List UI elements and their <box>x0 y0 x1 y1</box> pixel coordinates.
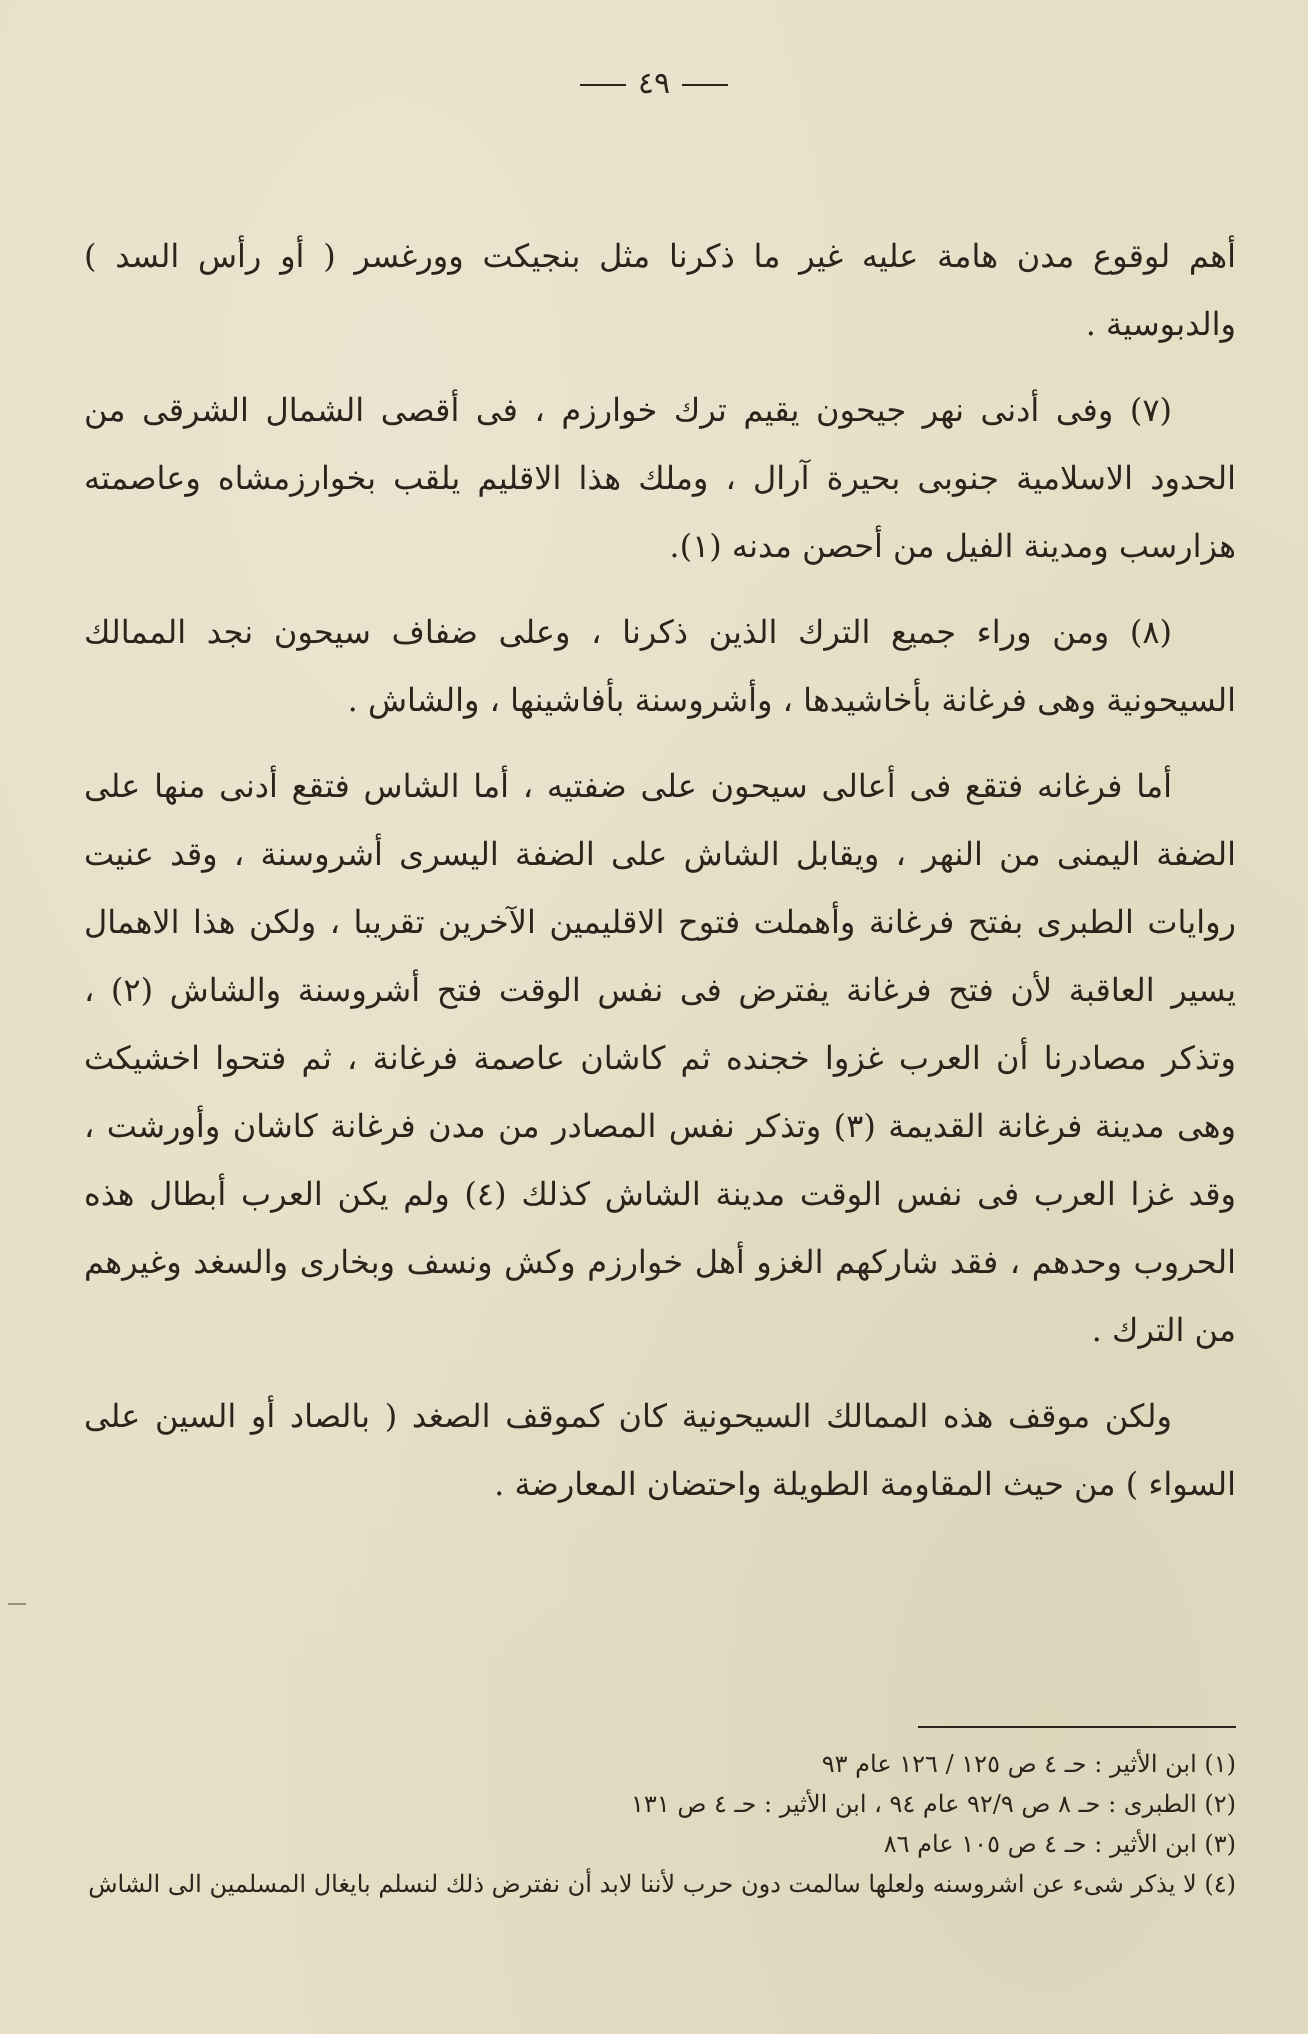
margin-mark <box>8 1603 26 1605</box>
body-text <box>84 222 1236 1536</box>
footnote-2: (٢) الطبرى : حـ ٨ ص ٩٢/٩ عام ٩٤ ، ابن الأثير : حـ ٤ ص ١٣١ <box>631 1790 1236 1818</box>
page-number-dash-left <box>580 84 626 86</box>
paragraph-sayhun-kingdoms: (٨) ومن وراء جميع الترك الذين ذكرنا ، وعلى ضفاف سيحون نجد الممالك السيحونية وهى فرغانة بأخاشيدها ، وأشروسنة بأفاشينها ، والشاش . <box>84 613 1236 719</box>
page-number-text: ٤٩ <box>637 66 671 101</box>
paragraph-khwarazm: (٧) وفى أدنى نهر جيحون يقيم ترك خوارزم ، فى أقصى الشمال الشرقى من الحدود الاسلامية جنوبى بحيرة آرال ، وملك هذا الاقليم يلقب بخوارزمشاه وعاصمته هزارسب ومدينة الفيل من أحصن مدنه (١). <box>84 391 1236 565</box>
page-number <box>0 66 1308 101</box>
paragraph-resistance: ولكن موقف هذه الممالك السيحونية كان كموقف الصغد ( بالصاد أو السين على السواء ) من حيث المقاومة الطويلة واحتضان المعارضة . <box>84 1397 1236 1503</box>
footnote-divider <box>918 1726 1236 1728</box>
paragraph-continuation: أهم لوقوع مدن هامة عليه غير ما ذكرنا مثل بنجيكت وورغسر ( أو رأس السد ) والدبوسية . <box>84 237 1236 343</box>
page-number-dash-right <box>682 84 728 86</box>
footnote-4: (٤) لا يذكر شىء عن اشروسنه ولعلها سالمت دون حرب لأننا لابد أن نفترض ذلك لنسلم بايغال المسلمين الى الشاش <box>88 1870 1236 1898</box>
footnote-3: (٣) ابن الأثير : حـ ٤ ص ١٠٥ عام ٨٦ <box>883 1830 1236 1858</box>
footnote-1: (١) ابن الأثير : حـ ٤ ص ١٢٥ / ١٢٦ عام ٩٣ <box>821 1750 1236 1778</box>
footnotes <box>84 1744 1236 1904</box>
paragraph-fergana: أما فرغانه فتقع فى أعالى سيحون على ضفتيه ، أما الشاس فتقع أدنى منها على الضفة اليمنى من النهر ، ويقابل الشاش على الضفة اليسرى أشروسنة ، وقد عنيت روايات الطبرى بفتح فرغانة وأهملت فتوح الاقليمين الآخرين تقريبا ، ولكن هذا الاهمال يسير العاقبة لأن فتح فرغانة يفترض فى نفس الوقت فتح أشروسنة والشاش (٢) ، وتذكر مصادرنا أن العرب غزوا خجنده ثم كاشان عاصمة فرغانة ، ثم فتحوا اخشيكث وهى مدينة فرغانة القديمة (٣) وتذكر نفس المصادر من مدن فرغانة كاشان وأورشت ، وقد غزا العرب فى نفس الوقت مدينة الشاش كذلك (٤) ولم يكن العرب أبطال هذه الحروب وحدهم ، فقد شاركهم الغزو أهل خوارزم وكش ونسف وبخارى والسغد وغيرهم من الترك . <box>84 767 1237 1349</box>
